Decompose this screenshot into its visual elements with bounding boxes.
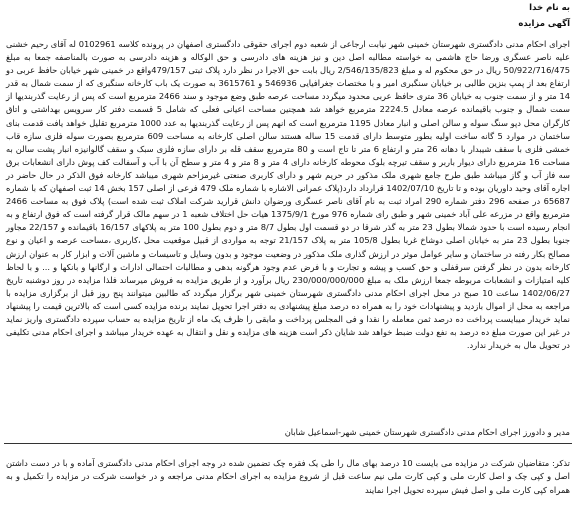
signer-line: مدیر و دادورز اجرای احکام مدنی دادگستری شهرستان خمینی شهر-اسماعیل شابان (284, 427, 570, 437)
notice-body: اجرای احکام مدنی دادگستری شهرستان خمینی شهر نیابت ارجاعی از شعبه دوم اجرای حقوقی دادگستری اصفهان در پرونده کلاسه 0102961 له آقای رحیم خشنی علیه ناصر عسگری ورضا حاج هاشمی به خواسته مطالبه اصل دین و نیز هزینه های دادرسی و حق الوکاله و هزینه دادرسی به صورت بالمناصفه جمعا به مبلغ 50/922/716/475 ریال در حق محکوم له و مبلغ 2/546/135/823 ریال بابت حق الاجرا در نظر دارد پلاک ثبتی 479/157واقع در خمینی شهر خیابان حافظ عربی دو ارتفاع بعد از پمپ بنزین طالبی بر خیابان سنگبری امیر و با مختصات جغرافیایی 546936 و 3615761 به صورت یک باب کارخانه سنگبری که از سمت شمال به قدر 14 متر و از سمت جنوب به خیابان 36 متری حافظ عربی محدود میگردد مساحت عرصه طبق وضع موجود و سند 2466 مترمربع است که پس از رعایت گذربندیها از سمت شمال و جنوب باقیمانده عرصه معادل 2224.5 مترمربع خواهد شد همچنین مساحت اعیانی فعلی که شامل 5 قسمت دفتر کار سرویس بهداشتی و اتاق کارگران محل دپو سنگ سوله و سالن اصلی و انبار معادل 1195 مترمربع است که انهم پس از رعایت گذربندیها به عدد 1000 مترمربع تقلیل خواهد یافت قدمت بنای ساختمان در موارد 5 گانه ساخت اولیه بطور متوسط دارای قدمت 15 ساله هستند سالن اصلی کارخانه به مساحت 609 مترمربع بصورت سوله فلزی سازه قاب خمشی فلزی با سقف شیبدار با دهانه 26 متر و ارتفاع 6 متر تا تاج است و 80 مترمربع سقف قله بر دارای سازه فلزی سبک و سقف گالوانیزه انبار پشت سالن به مساحت 16 مترمربع دارای دیوار باربر و سقف تیرچه بلوک محوطه کارخانه دارای 4 متر و 8 متر و 4 متر و سطح آن با آب و آسفالت کف پوش دارای انشعابات برق سه فاز آب و گاز میباشد طبق طرح جامع شهری ملک مذکور در حریم شهر و دارای کاربری صنعتی غیرمزاحم شهری میباشد کارخانه فوق الذکر در حال حاضر در اجاره آقای وحید داوریان بوده و تا تاریخ 1402/07/10 قرارداد دارد(پلاک عمرانی الاشاره با شماره ملک 479 فرعی از اصلی 157 بخش 14 ثبت اصفهان که با شماره 65687 در صفحه 296 دفتر شماره 290 امراد ثبت به نام آقای ناصر عسگری ورضوان دانش قرارید شرکت املاک ثبت شده است) پلاک فوق به مساحت 2466 مترمربع واقع در مزرعه علی آباد خمینی شهر و طبق رای شماره 976 مورخ 1375/9/1 هیات حل اختلاف شعبه 1 در سهم مالک قرار گرفته است که فوق ارتفاع و به انجام رسیده است با حدود شمالا بطول 23 متر به گذر شرقا در دو قسمت اول بطول 8/7 متر و دوم بطول 100 متر به پلاکهای 16/157 باقیمانده و 22/157 مجاور جنوبا بطول 23 متر به خیابان اصلی دوشاخ غربا بطول 105/8 متر به پلاک 21/157 توجه به مواردی از قبیل موقعیت محل ،کاربری ،مساحت عرصه و اعیان و نوع مصالح بکار رفته در ساختمان و سایر عوامل موثر در ارزش گذاری ملک مذکور در وضعیت موجود و بدون وسایل و تاسیسات و ماشین آلات و ابزار کار به عنوان ارزش کارخانه بدون در نظر گرفتن سرقفلی و حق کسب و پیشه و تجارت و با فرض عدم وجود هرگونه بدهی و مطالبات احتمالی ادارات و ارگانها و بانکها و ... و با لحاظ کلیه امتیازات و انشعابات مربوطه جمعا ارزش ملک به مبلغ 230/000/000/000 ریال برآورد و از طریق مزایده به فروش میرساند فلذا مزایده در روز دوشنبه تاریخ 1402/06/27 ساعت 10 صبح در محل اجرای احکام مدنی دادگستری شهرستان خمینی شهر برگزار میگردد که طالبین میتوانند پنج روز قبل از برگزاری مزایده با مراجعه به محل از اموال بازدید و پیشنهادات خود را به همراه ده درصد مبلغ پیشنهادی به دفتر اجرا تحویل نمایند برنده مزایده کسی است که بالاترین قیمت را پیشنهاد نماید خریدار میبایست پرداخت ده درصد ثمن معامله را نقدا و فی المجلس پرداخت و مابقی را ظرف یک ماه از تاریخ مزایده به حساب سپرده دادگستری واریز نماید در غیر این صورت مبلغ ده درصد به نفع دولت ضبط خواهد شد شایان ذکر است هزینه های مزایده و نقل و انتقال به عهده خریدار میباشد و اجرای احکام مدنی تکلیفی در تحویل مال به خریدار ندارد. (5, 39, 571, 351)
notice-note: تذکر: متقاضیان شرکت در مزایده می بایست 10 درصد بهای مال را طی یک فقره چک تضمین شده در وجه اجرای احکام مدنی دادگستری آماده و با در دست داشتن اصل و کپی چک و اصل کارت ملی و کپی کارت ملی نیم ساعت قبل از شروع مزایده به اجرای احکام مدنی مراجعه و در خواست شرکت در مزایده را تکمیل و به همراه کپی کارت ملی و اصل فیش سپرده تحویل اجرا نمایند (6, 458, 570, 495)
invocation-heading: به نام خدا (529, 3, 570, 13)
notice-title: آگهی مزایده (518, 19, 570, 29)
divider (4, 443, 572, 444)
